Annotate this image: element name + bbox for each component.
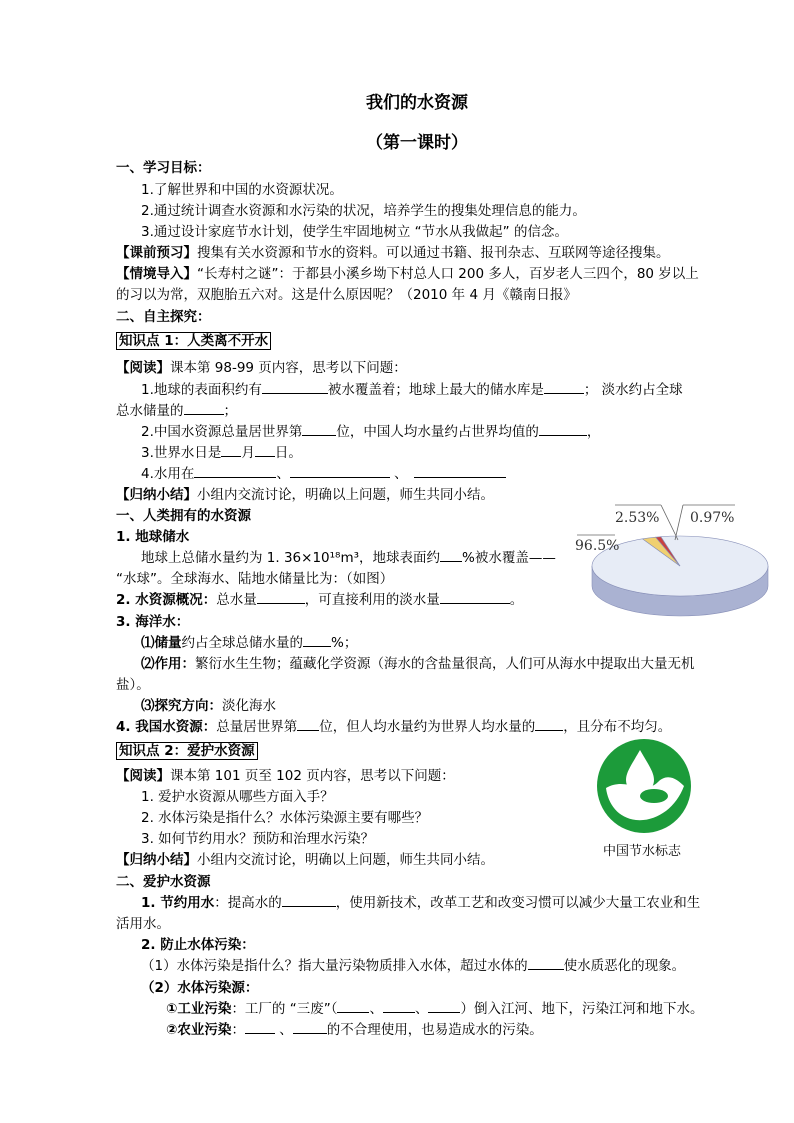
ocean-function-label: ⑵作用： <box>141 656 195 672</box>
ocean-direction-text: 淡化海水 <box>222 698 276 714</box>
blank[interactable] <box>303 633 331 647</box>
ocean-direction-label: ⑶探究方向： <box>141 698 222 714</box>
pollution-definition-b: 使水质恶化的现象。 <box>563 958 686 974</box>
q2-text-a: 2.中国水资源总量居世界第 <box>141 424 303 440</box>
q2-text-c: ， <box>586 424 601 440</box>
read-2-question-2: 2. 水体污染是指什么？水体污染源主要有哪些？ <box>141 810 429 826</box>
blank[interactable] <box>544 380 584 394</box>
earth-storage-text-a: 地球上总储水量约为 1. 36×10¹⁸m³，地球表面约 <box>141 550 441 566</box>
ocean-storage-label: ⑴储量 <box>141 635 182 651</box>
blank[interactable] <box>539 422 587 436</box>
blank[interactable] <box>184 401 224 415</box>
save-water-c: 活用水。 <box>116 916 170 932</box>
summary-2-text: 小组内交流讨论，明确以上问题，师生共同小结。 <box>197 852 494 868</box>
blank[interactable] <box>282 893 336 907</box>
section-explore-heading: 二、自主探究： <box>116 309 211 325</box>
china-water-a: 总量居世界第 <box>216 719 298 735</box>
blank[interactable] <box>528 956 564 970</box>
q1-text-e: ； <box>223 403 237 419</box>
knowledge-point-1-box: 知识点 1：人类离不开水 <box>116 332 271 350</box>
ocean-function-text-1: 繁衍水生生物；蕴藏化学资源（海水的含盐量很高，人们可从海水中提取出大量无机 <box>195 656 695 672</box>
ocean-function-text-2: 盐）。 <box>116 677 150 693</box>
preview-paragraph <box>116 243 670 263</box>
ocean-storage-b: %； <box>331 635 358 651</box>
water-overview-b: ，可直接利用的淡水量 <box>304 592 440 608</box>
knowledge-point-2 <box>116 741 258 761</box>
save-water-b: ，使用新技术，改革工艺和改变习惯可以减少大量工农业和生 <box>335 895 701 911</box>
blank[interactable] <box>297 717 319 731</box>
q1-text-a: 1.地球的表面积约有 <box>141 382 262 398</box>
prevent-pollution-heading: 2. 防止水体污染： <box>141 937 255 953</box>
q4-text-b: 、 <box>276 466 290 482</box>
ocean-water-heading: 3. 海洋水： <box>116 614 190 630</box>
pie-leader-2 <box>675 505 683 540</box>
q1-text-d: 总水储量的 <box>116 403 184 419</box>
question-1 <box>141 380 683 400</box>
water-overview-label: 2. 水资源概况： <box>116 592 217 608</box>
blank[interactable] <box>221 443 241 457</box>
china-water <box>116 717 671 737</box>
summary-1-tag: 【归纳小结】 <box>116 487 197 503</box>
blank[interactable] <box>302 422 336 436</box>
blank[interactable] <box>255 443 275 457</box>
water-overview <box>116 590 523 610</box>
industrial-pollution-label: ①工业污染 <box>166 1001 232 1017</box>
q2-text-b: 位，中国人均水量约占世界均值的 <box>336 424 539 440</box>
blank[interactable] <box>262 380 328 394</box>
save-water-a: ：提高水的 <box>214 895 282 911</box>
pie-label-2: 0.97% <box>690 510 735 526</box>
industrial-pollution-a: ：工厂的 “三废”（ <box>231 1001 338 1017</box>
summary-2-tag: 【归纳小结】 <box>116 852 197 868</box>
blank[interactable] <box>535 717 563 731</box>
read-1-text: 课本第 98-99 页内容，思考以下问题： <box>170 360 407 376</box>
save-water-label: 1. 节约用水 <box>141 895 215 911</box>
knowledge-point-1 <box>116 331 271 351</box>
blank[interactable] <box>245 1020 275 1034</box>
earth-storage-text-b: %被水覆盖—— <box>462 550 556 566</box>
ocean-function <box>141 654 695 674</box>
intro-text-2: 的习以为常，双胞胎五六对。这是什么原因呢？（2010 年 4 月《赣南日报》 <box>116 287 577 303</box>
blank[interactable] <box>194 464 276 478</box>
agricultural-pollution-b: 、 <box>274 1022 293 1038</box>
agricultural-pollution-c: 的不合理使用，也易造成水的污染。 <box>326 1022 543 1038</box>
water-resources-heading: 一、人类拥有的水资源 <box>116 508 251 524</box>
question-3 <box>141 443 302 463</box>
q3-text-a: 3.世界水日是 <box>141 445 222 461</box>
blank[interactable] <box>428 999 460 1013</box>
goal-3: 3.通过设计家庭节水计划，使学生牢固地树立 “节水从我做起” 的信念。 <box>141 224 568 240</box>
q3-text-b: 月 <box>241 445 255 461</box>
q1-text-c: ； 淡水约占全球 <box>583 382 683 398</box>
summary-1 <box>116 485 494 505</box>
earth-storage-text <box>141 548 556 568</box>
agricultural-pollution-a: ： <box>231 1022 245 1038</box>
q4-text-c: 、 <box>389 466 408 482</box>
page-subtitle: （第一课时） <box>366 133 468 153</box>
q3-text-c: 日。 <box>274 445 302 461</box>
q1-text-b: 被水覆盖着；地球上最大的储水库是 <box>327 382 544 398</box>
preview-tag: 【课前预习】 <box>116 245 197 261</box>
intro-paragraph <box>116 264 699 284</box>
read-2-question-3: 3. 如何节约用水？预防和治理水污染？ <box>141 831 375 847</box>
earth-storage-text-c: “水球”。全球海水、陆地水储量比为：（如图） <box>116 571 394 587</box>
summary-2 <box>116 850 494 870</box>
protect-water-heading: 二、爱护水资源 <box>116 874 211 890</box>
blank[interactable] <box>383 999 415 1013</box>
blank[interactable] <box>414 464 506 478</box>
pie-label-0: 96.5% <box>575 538 620 554</box>
q4-text-a: 4.水用在 <box>141 466 195 482</box>
page-title: 我们的水资源 <box>366 93 468 113</box>
read-2-tag: 【阅读】 <box>116 768 170 784</box>
pollution-sources-heading: （2）水体污染源： <box>141 980 259 996</box>
blank[interactable] <box>440 590 510 604</box>
earth-storage-heading: 1. 地球储水 <box>116 529 190 545</box>
china-water-c: ，且分布不均匀。 <box>563 719 672 735</box>
pollution-definition <box>141 956 685 976</box>
logo-caption: 中国节水标志 <box>603 844 682 859</box>
water-distribution-pie-chart <box>575 500 775 620</box>
knowledge-point-2-box: 知识点 2：爱护水资源 <box>116 742 258 760</box>
save-water <box>141 893 700 913</box>
water-saving-emblem-icon <box>596 738 692 834</box>
question-2 <box>141 422 600 442</box>
goal-2: 2.通过统计调查水资源和水污染的状况，培养学生的搜集处理信息的能力。 <box>141 203 586 219</box>
question-4 <box>141 464 506 484</box>
pollution-definition-a: （1）水体污染是指什么？指大量污染物质排入水体，超过水体的 <box>141 958 528 974</box>
industrial-pollution-d: ）倒入江河、地下，污染江河和地下水。 <box>460 1001 704 1017</box>
intro-tag: 【情境导入】 <box>116 266 197 282</box>
agricultural-pollution-label: ②农业污染 <box>166 1022 232 1038</box>
section-learning-goals-heading: 一、学习目标： <box>116 160 211 176</box>
read-2-text: 课本第 101 页至 102 页内容，思考以下问题： <box>170 768 455 784</box>
summary-1-text: 小组内交流讨论，明确以上问题，师生共同小结。 <box>197 487 494 503</box>
industrial-pollution-b: 、 <box>369 1001 383 1017</box>
preview-text: 搜集有关水资源和节水的资料。可以通过书籍、报刊杂志、互联网等途径搜集。 <box>197 245 670 261</box>
blank[interactable] <box>337 999 369 1013</box>
pie-label-1: 2.53% <box>615 510 660 526</box>
industrial-pollution <box>166 999 703 1019</box>
read-2-question-1: 1. 爱护水资源从哪些方面入手？ <box>141 789 334 805</box>
blank[interactable] <box>257 590 305 604</box>
ocean-storage-a: 约占全球总储水量的 <box>181 635 303 651</box>
intro-text-1: “长寿村之谜”：于都县小溪乡坳下村总人口 200 多人，百岁老人三四个，80 岁以上 <box>197 266 699 282</box>
read-1-tag: 【阅读】 <box>116 360 170 376</box>
read-1 <box>116 358 407 378</box>
china-water-label: 4. 我国水资源： <box>116 719 217 735</box>
water-overview-a: 总水量 <box>216 592 257 608</box>
goal-1: 1.了解世界和中国的水资源状况。 <box>141 182 343 198</box>
read-2 <box>116 766 455 786</box>
blank[interactable] <box>290 464 390 478</box>
ocean-direction <box>141 696 276 716</box>
ocean-storage <box>141 633 357 653</box>
question-1-cont <box>116 401 237 421</box>
china-water-b: 位，但人均水量约为世界人均水量的 <box>319 719 536 735</box>
blank[interactable] <box>293 1020 327 1034</box>
pie-leader-1 <box>661 505 678 540</box>
blank[interactable] <box>440 548 462 562</box>
agricultural-pollution <box>166 1020 543 1040</box>
industrial-pollution-c: 、 <box>414 1001 429 1017</box>
water-overview-c: 。 <box>509 592 524 608</box>
